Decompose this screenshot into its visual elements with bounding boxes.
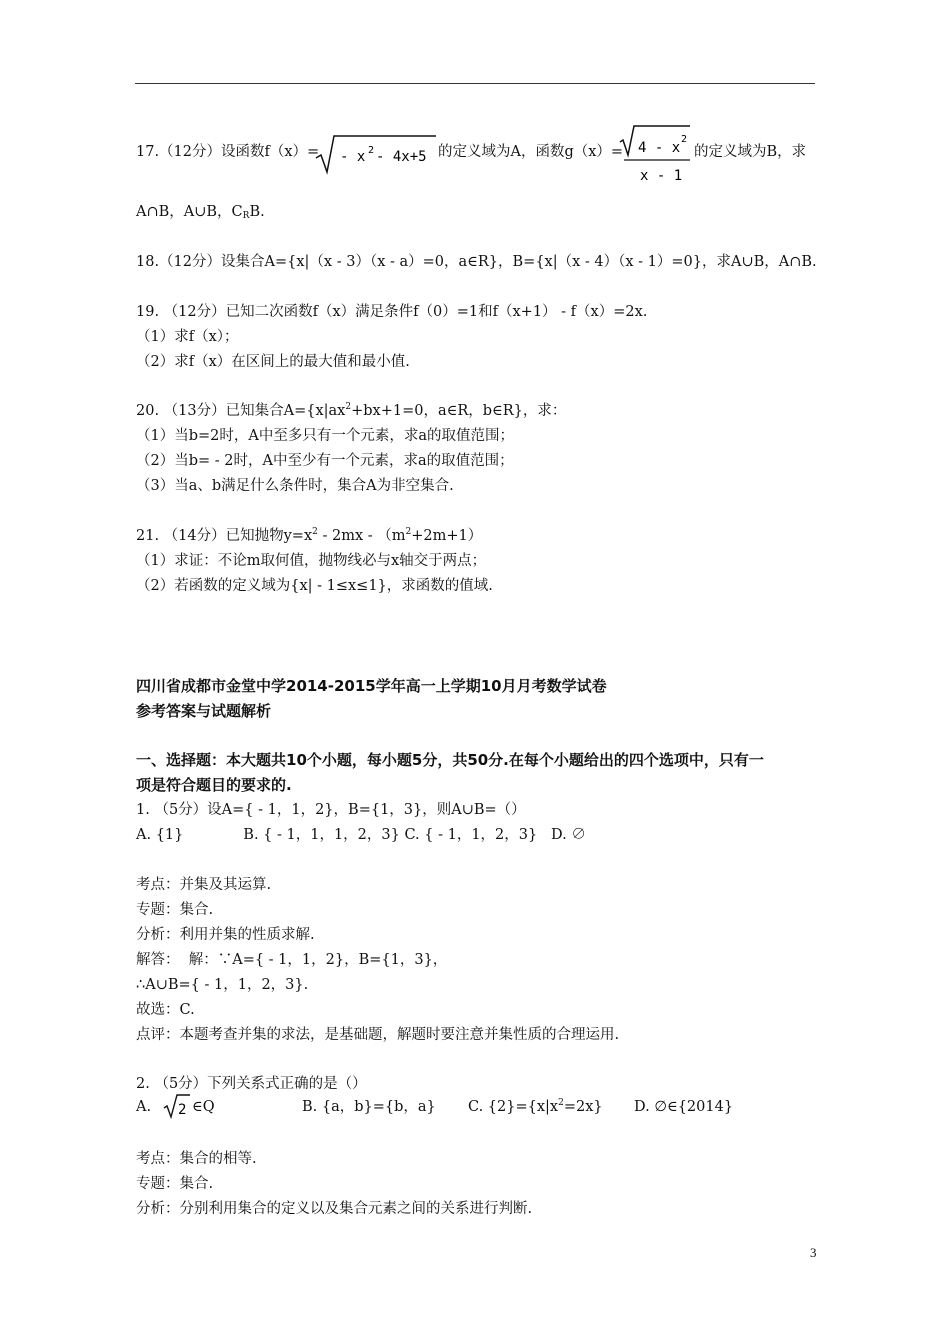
section1-line1: 一、选择题：本大题共10个小题，每小题5分，共50分.在每个小题给出的四个选项中，只有一 bbox=[136, 751, 764, 769]
a1-kaodian: 考点：并集及其运算. bbox=[136, 877, 272, 893]
q21-line2: （1）求证：不论m取何值，抛物线必与x轴交于两点； bbox=[136, 553, 487, 569]
q17-text-b: 的定义域为A，函数g（x）= bbox=[438, 144, 624, 160]
q21-line1: 21. （14分）已知抛物$y=x^2 - 2mx - (m^2+2m+1)$ bbox=[136, 527, 483, 544]
a1-zhuanti: 专题：集合. bbox=[136, 902, 214, 918]
q17-line2: A∩B，A∪B，$C_RB$. bbox=[136, 204, 265, 221]
a2-optA-label: A. bbox=[136, 1099, 152, 1115]
a1-fenxi: 分析：利用并集的性质求解. bbox=[136, 927, 315, 943]
q17-line1 bbox=[136, 143, 319, 161]
a2-optB: B. {a，b}={b，a} bbox=[302, 1099, 436, 1115]
a1-options: A. {1} B. { - 1，1，1，2，3} C. { - 1，1，2，3} D. ∅ bbox=[136, 827, 586, 843]
q20-line2: （1）当b=2时，A中至多只有一个元素，求a的取值范围； bbox=[136, 428, 514, 444]
a2-fenxi: 分析：分别利用集合的定义以及集合元素之间的关系进行判断. bbox=[136, 1201, 533, 1217]
a2-zhuanti: 专题：集合. bbox=[136, 1176, 214, 1192]
q19-line3: （2）求f（x）在区间上的最大值和最小值. bbox=[136, 354, 410, 370]
f-expr-b: - 4x+5 bbox=[376, 149, 427, 165]
a1-therefore: ∴A∪B={ - 1，1，2，3}. bbox=[136, 977, 309, 993]
q19-line1: 19. （12分）已知二次函数f（x）满足条件f（0）=1和f（x+1） - f（x）=2x. bbox=[136, 304, 648, 320]
svg-text:2: 2 bbox=[681, 134, 688, 145]
q20-line4: （3）当a、b满足什么条件时，集合A为非空集合. bbox=[136, 478, 454, 494]
a1-dianping: 点评：本题考查并集的求法，是基础题，解题时要注意并集性质的合理运用. bbox=[136, 1027, 620, 1043]
sqrt2-value: 2 bbox=[178, 1102, 187, 1118]
q17-text-c: 的定义域为B，求 bbox=[694, 144, 807, 160]
f-sqrt-formula bbox=[314, 128, 438, 176]
q17-text-a: 17.（12分）设函数f（x）= bbox=[136, 144, 320, 160]
a2-optD: D. ∅∈{2014} bbox=[634, 1099, 734, 1115]
q19-line2: （1）求f（x）； bbox=[136, 329, 239, 345]
answer-title: 参考答案与试题解析 bbox=[136, 702, 272, 720]
g-num: 4 - x bbox=[638, 140, 681, 156]
header-rule bbox=[135, 83, 815, 84]
a1-guxuan: 故选：C. bbox=[136, 1002, 195, 1018]
sqrt2-formula bbox=[162, 1092, 192, 1120]
g-den: x - 1 bbox=[640, 168, 683, 184]
a2-question: 2. （5分）下列关系式正确的是（） bbox=[136, 1076, 367, 1092]
a1-question: 1. （5分）设A={ - 1，1，2}，B={1，3}，则A∪B=（） bbox=[136, 802, 526, 818]
a2-optA-rest: ∈Q bbox=[192, 1099, 215, 1115]
page-number: 3 bbox=[810, 1245, 817, 1260]
q20-line1: 20. （13分）已知集合$A=\{x|ax^2+bx+1=0$，a∈R，b∈R}，求： bbox=[136, 402, 567, 419]
a2-optC: C. $\{2\}=\{x|x^2=2x\}$ bbox=[468, 1098, 603, 1115]
q21-line3: （2）若函数的定义域为{x| - 1≤x≤1}，求函数的值域. bbox=[136, 578, 493, 594]
a1-jieda: 解答： 解：∵A={ - 1，1，2}，B={1，3}， bbox=[136, 952, 448, 968]
f-expr-a: - x bbox=[340, 149, 366, 165]
g-fraction-formula bbox=[618, 122, 694, 186]
svg-text:2: 2 bbox=[368, 145, 375, 156]
a2-kaodian: 考点：集合的相等. bbox=[136, 1151, 257, 1167]
q18-line: 18.（12分）设集合A={x|（x - 3）（x - a）=0，a∈R}，B={x|（x - 4）（x - 1）=0}，求A∪B，A∩B. bbox=[136, 254, 817, 270]
section1-line2: 项是符合题目的要求的. bbox=[136, 776, 292, 794]
exam-title: 四川省成都市金堂中学2014-2015学年高一上学期10月月考数学试卷 bbox=[136, 677, 607, 695]
q20-line3: （2）当b= - 2时，A中至少有一个元素，求a的取值范围； bbox=[136, 453, 514, 469]
